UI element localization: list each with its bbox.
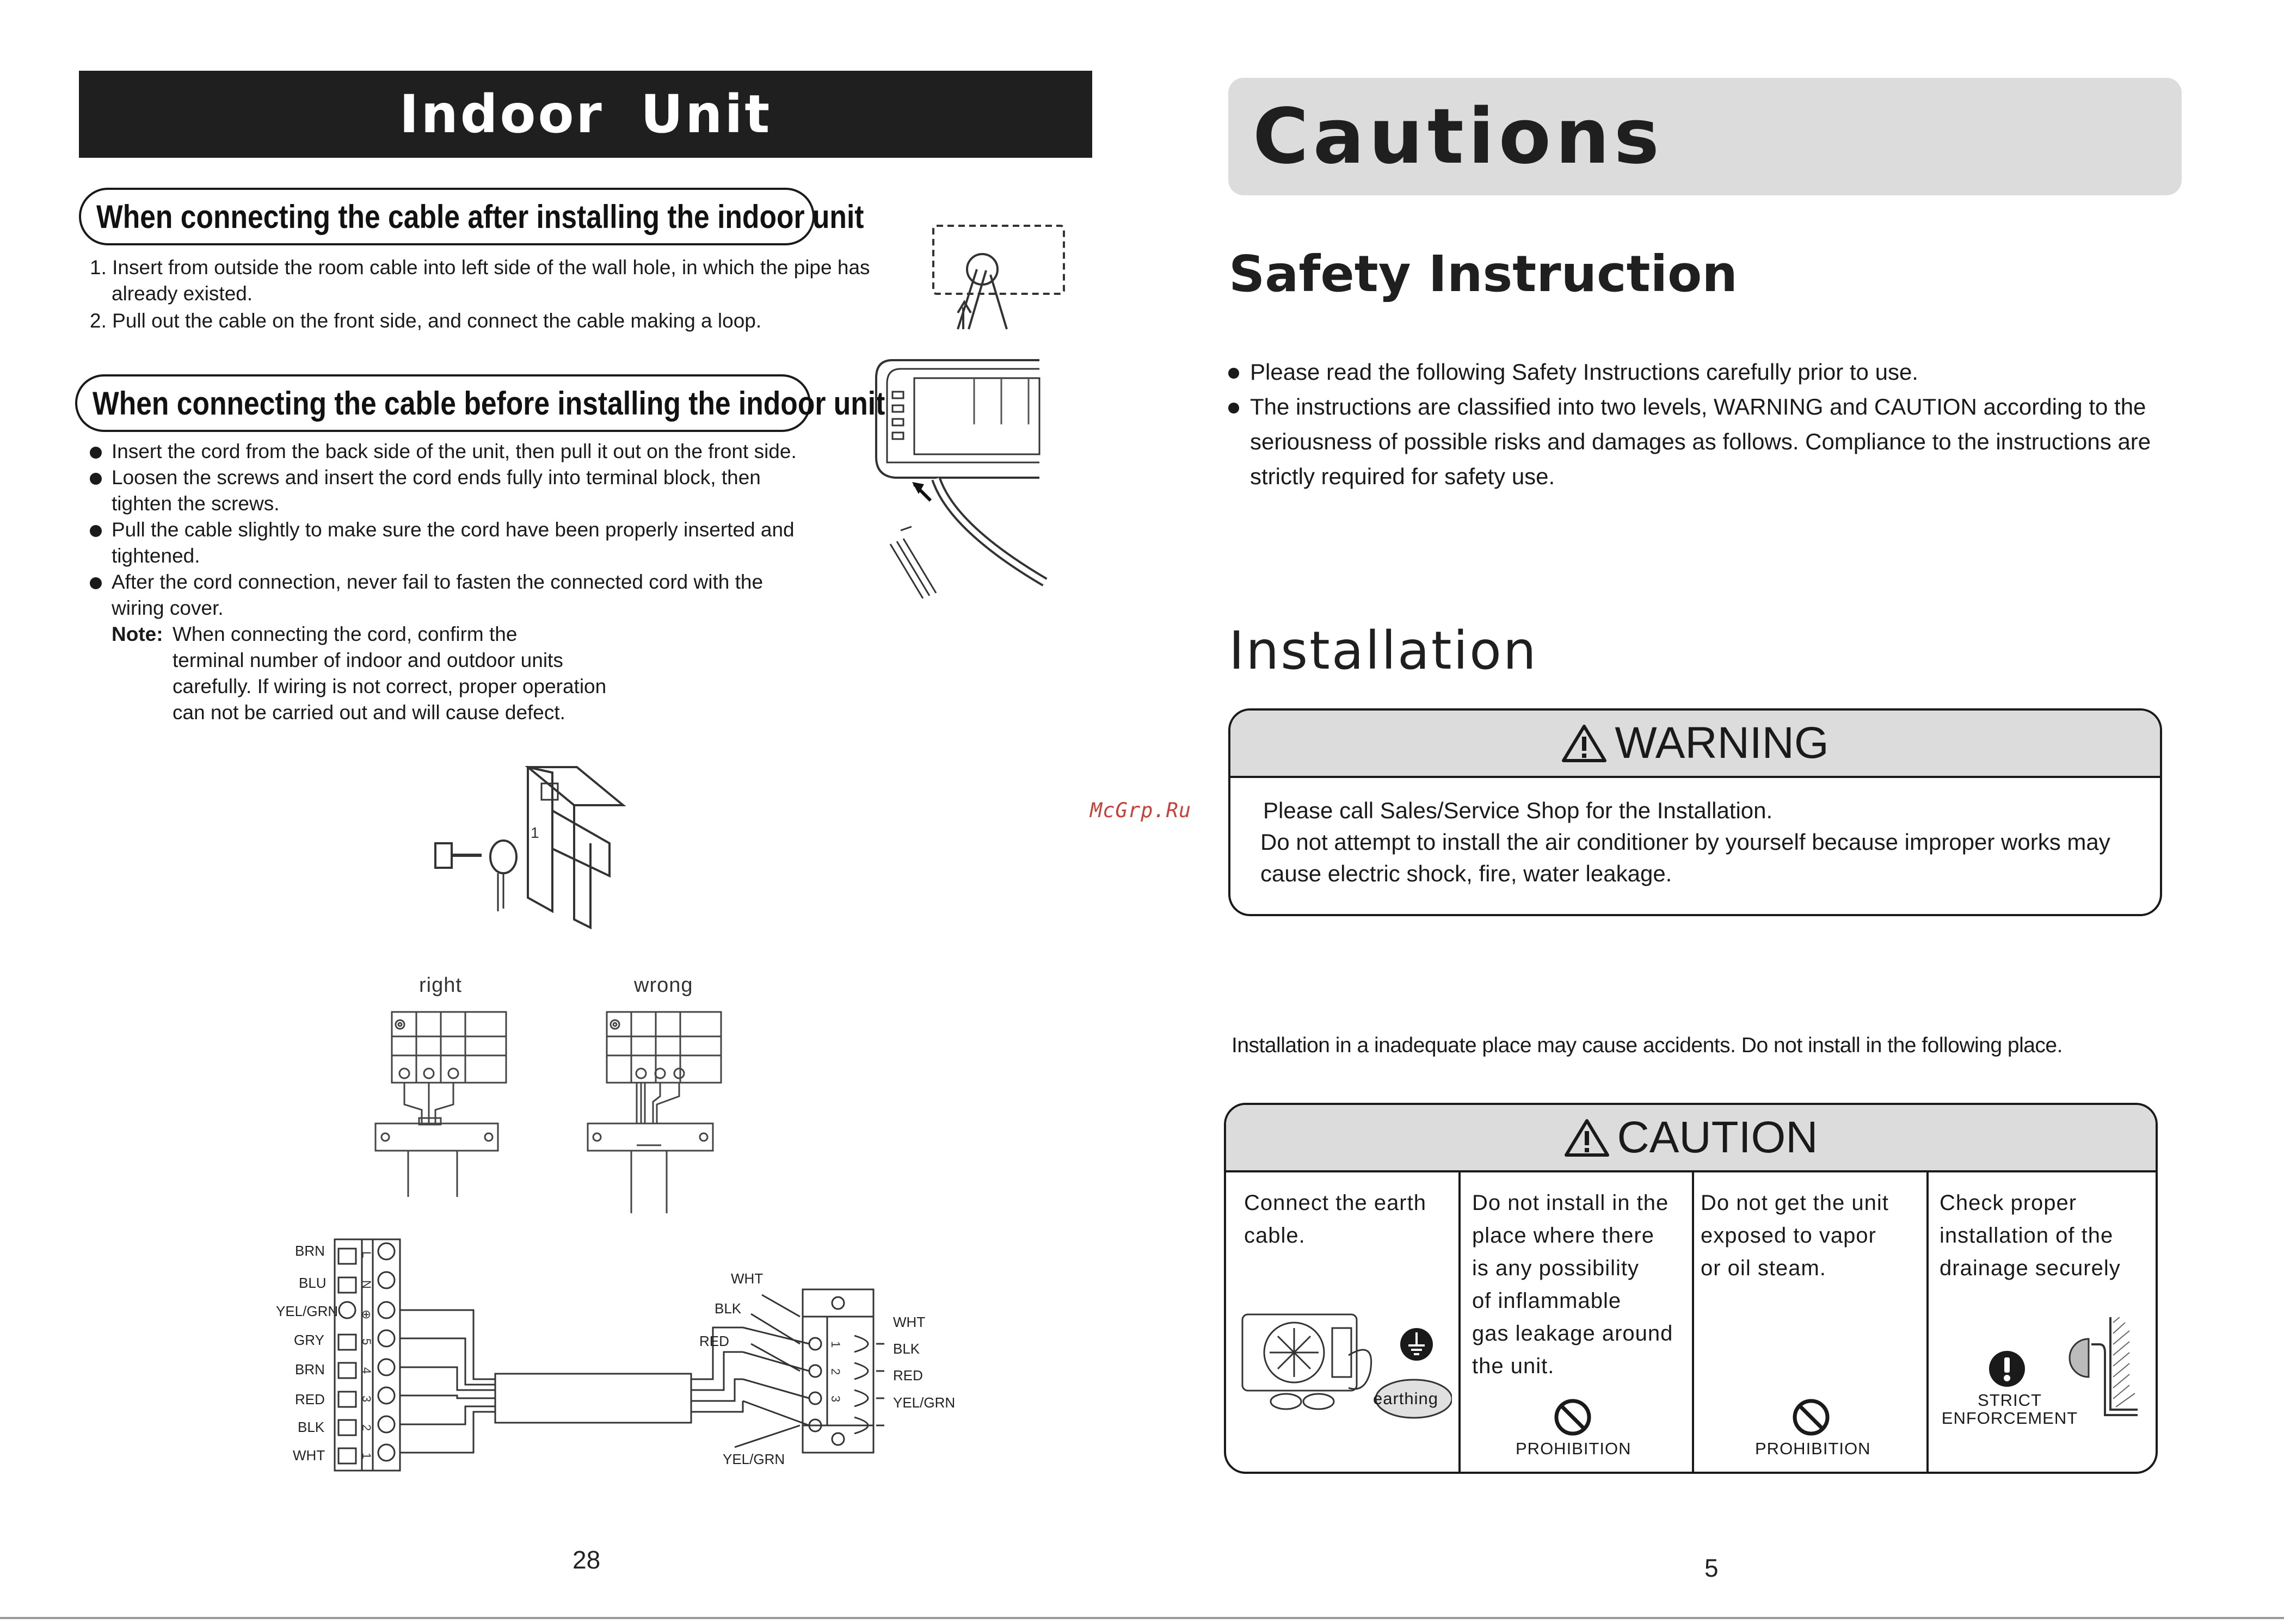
safety-bullet-2-line-2: seriousness of possible risks and damages as follows. Compliance to the instructions are xyxy=(1250,429,2151,454)
caution-col2-line: is any possibility xyxy=(1472,1256,1640,1280)
wire-color-label: BRN xyxy=(295,1361,325,1378)
terminal-label: 3 xyxy=(360,1395,373,1403)
wall-hole-illustration xyxy=(925,220,1072,335)
terminal-label: 4 xyxy=(360,1367,373,1374)
outdoor-wire-label: YEL/GRN xyxy=(893,1394,956,1411)
column-divider xyxy=(1458,1172,1461,1472)
bullet-3-line-1: Pull the cable slightly to make sure the cord have been properly inserted and xyxy=(112,516,795,543)
section-title-before-install xyxy=(75,374,885,432)
wire-color-label: YEL/GRN xyxy=(276,1303,338,1319)
caution-col1-line: Connect the earth xyxy=(1244,1191,1426,1215)
outdoor-wire-label: RED xyxy=(893,1367,923,1384)
terminal-label: 1 xyxy=(360,1453,373,1460)
bullet-2-line-1: Loosen the screws and insert the cord ends fully into terminal block, then xyxy=(112,464,761,491)
caution-col2-line: the unit. xyxy=(1472,1354,1555,1378)
caution-col4-line: Check proper xyxy=(1940,1191,2077,1215)
warning-line-1: Please call Sales/Service Shop for the Installation. xyxy=(1263,798,1773,823)
outdoor-wire-label: RED xyxy=(699,1333,729,1349)
note-label: Note: xyxy=(112,623,163,645)
outdoor-wire-label: BLK xyxy=(893,1341,920,1357)
terminal-label: 2 xyxy=(360,1424,373,1431)
bottom-rule xyxy=(0,1617,2284,1619)
caution-title: CAUTION xyxy=(1617,1113,1818,1162)
step-1-line-1: 1. Insert from outside the room cable into left side of the wall hole, in which the pipe has xyxy=(90,256,870,279)
strict-enforcement-icon xyxy=(1988,1350,2026,1388)
step-2-line: 2. Pull out the cable on the front side, and connect the cable making a loop. xyxy=(90,310,762,332)
warning-triangle-icon xyxy=(1561,724,1607,763)
warning-line-2: Do not attempt to install the air conditioner by yourself because improper works may xyxy=(1260,829,2110,855)
safety-bullet-1: Please read the following Safety Instructions carefully prior to use. xyxy=(1250,355,1918,390)
wire-color-label: BRN xyxy=(295,1243,325,1259)
terminal-label: 5 xyxy=(360,1338,373,1345)
outdoor-terminal-label: 3 xyxy=(829,1395,842,1403)
note-line-2: terminal number of indoor and outdoor units xyxy=(173,649,563,671)
warning-box xyxy=(1228,708,2162,916)
section-title-after-install xyxy=(79,188,864,245)
warning-header xyxy=(1230,711,2160,778)
caution-col4-line: installation of the xyxy=(1940,1224,2114,1248)
cautions-title: Cautions xyxy=(1253,92,1664,181)
safety-bullet-2-line-3: strictly required for safety use. xyxy=(1250,464,1555,489)
prohibition-label: PROHIBITION xyxy=(1755,1439,1871,1458)
svg-text:1: 1 xyxy=(531,824,539,841)
bullet-2-line-2: tighten the screws. xyxy=(112,492,280,515)
note-line-4: can not be carried out and will cause defect. xyxy=(173,701,565,724)
note-line-1: When connecting the cord, confirm the xyxy=(173,623,518,645)
wrong-label: wrong xyxy=(634,974,693,997)
right-label: right xyxy=(419,974,462,997)
caution-col2-line: of inflammable xyxy=(1472,1289,1622,1313)
wire-color-label: WHT xyxy=(293,1447,325,1464)
indoor-unit-cord-illustration xyxy=(871,354,1050,598)
indoor-unit-header xyxy=(79,71,1092,158)
wire-color-label: BLU xyxy=(299,1275,327,1291)
caution-col1-line: cable. xyxy=(1244,1224,1306,1248)
prohibition-label: PROHIBITION xyxy=(1516,1439,1632,1458)
right-wiring-diagram xyxy=(370,1009,512,1200)
caution-box xyxy=(1224,1103,2158,1474)
safety-instruction-title: Safety Instruction xyxy=(1229,245,1738,303)
bullet-1: Insert the cord from the back side of the unit, then pull it out on the front side. xyxy=(112,438,797,465)
strict-enforcement-label: STRICT xyxy=(1978,1391,2042,1410)
terminal-label: L xyxy=(360,1251,373,1258)
safety-bullet-2-line-1: The instructions are classified into two levels, WARNING and CAUTION according to the xyxy=(1250,390,2146,424)
strict-enforcement-label: ENFORCEMENT xyxy=(1941,1409,2078,1428)
caution-col2-line: gas leakage around xyxy=(1472,1322,1673,1345)
earthing-label: earthing xyxy=(1373,1389,1439,1408)
indoor-unit-title: Indoor Unit xyxy=(399,84,772,145)
caution-header xyxy=(1226,1105,2156,1172)
cautions-header xyxy=(1228,78,2182,195)
outdoor-wire-label: WHT xyxy=(731,1270,764,1287)
section-title-text: When connecting the cable after installing the indoor unit xyxy=(96,198,864,235)
wire-color-label: RED xyxy=(295,1391,325,1407)
bullet-4-line-2: wiring cover. xyxy=(112,597,224,619)
page-number-right: 5 xyxy=(1704,1554,1719,1582)
prohibition-icon xyxy=(1553,1398,1592,1437)
caution-col3-line: Do not get the unit xyxy=(1701,1191,1889,1215)
caution-col3-line: or oil steam. xyxy=(1701,1256,1826,1280)
watermark: McGrp.Ru xyxy=(1090,799,1192,822)
caution-col4-line: drainage securely xyxy=(1940,1256,2121,1280)
installation-title: Installation xyxy=(1229,620,1538,681)
step-1-line-2: already existed. xyxy=(112,282,253,305)
section-title-text: When connecting the cable before installing the indoor unit xyxy=(93,385,885,422)
note-line-3: carefully. If wiring is not correct, proper operation xyxy=(173,675,607,697)
installation-note: Installation in a inadequate place may cause accidents. Do not install in the following place. xyxy=(1232,1034,2063,1057)
wire-color-label: BLK xyxy=(298,1419,325,1435)
outdoor-wire-label: WHT xyxy=(893,1314,926,1330)
page-number-left: 28 xyxy=(572,1546,601,1574)
prohibition-icon xyxy=(1792,1398,1831,1437)
caution-col3-line: exposed to vapor xyxy=(1701,1224,1876,1248)
terminal-label: N xyxy=(360,1280,373,1289)
caution-col2-line: place where there xyxy=(1472,1224,1654,1248)
warning-line-3: cause electric shock, fire, water leakage. xyxy=(1260,861,1672,886)
terminal-screw-illustration xyxy=(424,762,631,936)
terminal-wiring-diagram xyxy=(332,1235,887,1474)
wire-color-label: GRY xyxy=(294,1332,324,1348)
column-divider xyxy=(1692,1172,1694,1472)
outdoor-terminal-label: 1 xyxy=(829,1341,842,1348)
bullet-3-line-2: tightened. xyxy=(112,545,200,567)
bullet-4-line-1: After the cord connection, never fail to fasten the connected cord with the xyxy=(112,569,763,595)
caution-col2-line: Do not install in the xyxy=(1472,1191,1669,1215)
wrong-wiring-diagram xyxy=(585,1009,727,1216)
outdoor-wire-label: YEL/GRN xyxy=(723,1451,785,1467)
terminal-label: ⊕ xyxy=(360,1310,373,1320)
warning-title: WARNING xyxy=(1615,718,1829,768)
outdoor-terminal-label: 2 xyxy=(829,1368,842,1375)
caution-triangle-icon xyxy=(1564,1118,1610,1157)
outdoor-wire-label: BLK xyxy=(715,1300,742,1317)
column-divider xyxy=(1926,1172,1929,1472)
